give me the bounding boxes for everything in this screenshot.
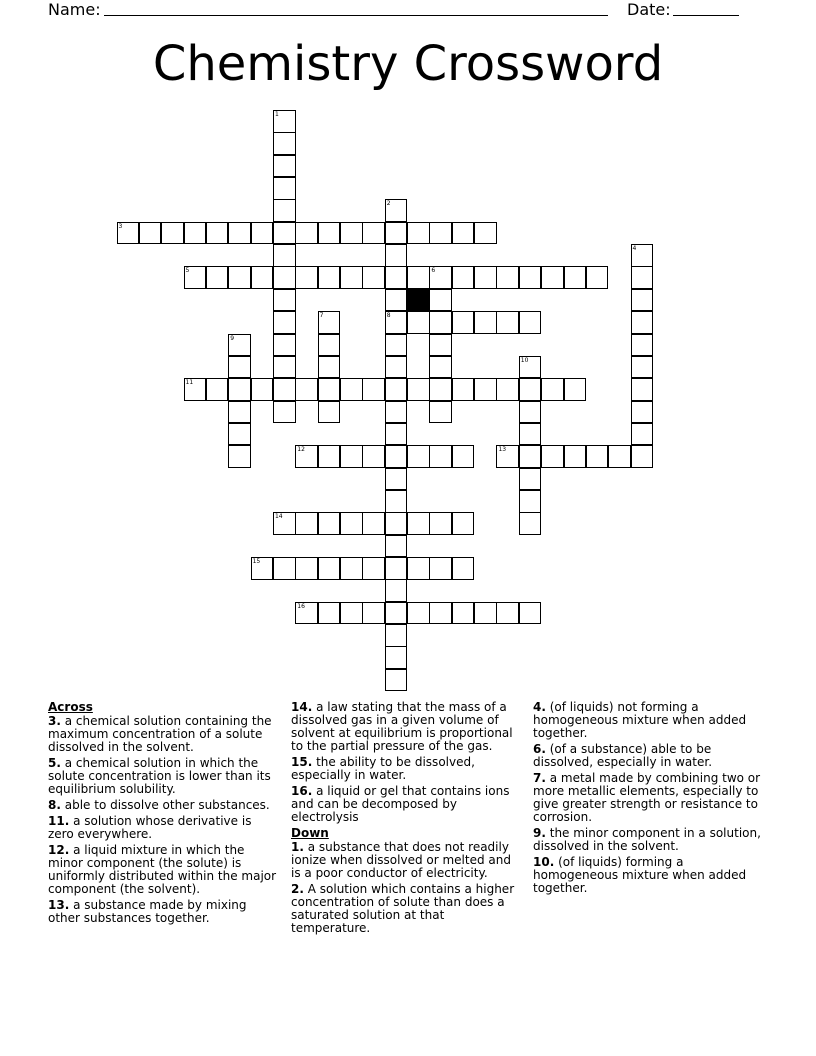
grid-cell[interactable]	[631, 378, 654, 401]
grid-cell[interactable]	[228, 445, 251, 468]
grid-cell[interactable]	[273, 266, 296, 289]
grid-cell[interactable]	[318, 356, 341, 379]
grid-cell[interactable]	[228, 266, 251, 289]
clue-number: 13	[498, 446, 507, 454]
grid-cell[interactable]	[273, 289, 296, 312]
grid-cell[interactable]	[273, 378, 296, 401]
clue-item-text: A solution which contains a higher concentration of solute than does a saturated solution at that temperature.	[291, 882, 515, 935]
grid-cell[interactable]	[429, 311, 452, 334]
grid-cell[interactable]	[295, 445, 318, 468]
grid-cell[interactable]	[251, 266, 274, 289]
grid-cell[interactable]	[519, 423, 542, 446]
grid-cell[interactable]	[318, 602, 341, 625]
name-label: Name:	[48, 0, 101, 19]
clue-item	[48, 899, 280, 925]
clue-item-text: a liquid mixture in which the minor component (the solute) is uniformly distributed within the major component (the solvent).	[48, 843, 277, 896]
grid-cell[interactable]	[295, 602, 318, 625]
clue-item-text: a liquid or gel that contains ions and can be decomposed by electrolysis	[291, 784, 510, 824]
grid-cell[interactable]	[318, 378, 341, 401]
grid-cell[interactable]	[295, 378, 318, 401]
grid-cell[interactable]	[273, 557, 296, 580]
clue-item	[48, 715, 280, 754]
grid-cell[interactable]	[273, 110, 296, 133]
clue-heading: Across	[48, 700, 93, 714]
grid-cell[interactable]	[452, 378, 475, 401]
grid-cell[interactable]	[385, 646, 408, 669]
grid-cell[interactable]	[184, 378, 207, 401]
grid-cell[interactable]	[429, 378, 452, 401]
grid-cell[interactable]	[340, 222, 363, 245]
clue-item-number: 14.	[291, 700, 313, 714]
grid-cell[interactable]	[564, 445, 587, 468]
grid-cell[interactable]	[474, 378, 497, 401]
grid-cell[interactable]	[631, 445, 654, 468]
clue-item	[533, 701, 769, 740]
clue-item-number: 5.	[48, 756, 61, 770]
clue-item	[48, 757, 280, 796]
grid-cell[interactable]	[496, 311, 519, 334]
grid-cell[interactable]	[385, 468, 408, 491]
grid-cell[interactable]	[251, 222, 274, 245]
grid-cell[interactable]	[519, 401, 542, 424]
grid-cell[interactable]	[228, 222, 251, 245]
grid-cell[interactable]	[273, 334, 296, 357]
grid-cell[interactable]	[474, 602, 497, 625]
grid-cell[interactable]	[407, 266, 430, 289]
grid-cell[interactable]	[385, 266, 408, 289]
date-label: Date:	[627, 0, 671, 19]
grid-cell[interactable]	[340, 557, 363, 580]
grid-cell[interactable]	[273, 155, 296, 178]
grid-cell[interactable]	[452, 512, 475, 535]
clue-number: 5	[185, 267, 190, 275]
grid-cell[interactable]	[340, 378, 363, 401]
grid-cell[interactable]	[519, 311, 542, 334]
grid-cell[interactable]	[228, 423, 251, 446]
clue-number: 15	[252, 558, 261, 565]
clue-item	[291, 785, 523, 824]
grid-cell[interactable]	[362, 266, 385, 289]
grid-cell[interactable]	[452, 602, 475, 625]
grid-cell[interactable]	[295, 266, 318, 289]
clue-item	[48, 844, 280, 896]
page-title: Chemistry Crossword	[152, 36, 664, 92]
clue-item	[48, 815, 280, 841]
grid-cell[interactable]	[429, 356, 452, 379]
clue-item	[533, 827, 769, 853]
grid-cell[interactable]	[608, 445, 631, 468]
clue-item-text: a substance made by mixing other substances together.	[48, 898, 247, 925]
grid-cell[interactable]	[318, 445, 341, 468]
clue-item-number: 3.	[48, 714, 61, 728]
grid-cell[interactable]	[206, 266, 229, 289]
grid-cell[interactable]	[407, 311, 430, 334]
grid-cell[interactable]	[452, 311, 475, 334]
grid-cell[interactable]	[452, 557, 475, 580]
grid-cell[interactable]	[273, 356, 296, 379]
grid-cell[interactable]	[519, 445, 542, 468]
grid-cell[interactable]	[318, 401, 341, 424]
grid-cell[interactable]	[273, 311, 296, 334]
grid-cell[interactable]	[251, 378, 274, 401]
grid-cell[interactable]	[385, 535, 408, 558]
grid-cell[interactable]	[362, 557, 385, 580]
grid-cell[interactable]	[631, 334, 654, 357]
clues-column-2	[291, 701, 523, 938]
grid-cell[interactable]	[318, 512, 341, 535]
clue-item-text: able to dissolve other substances.	[60, 798, 270, 812]
grid-cell[interactable]	[519, 512, 542, 535]
grid-cell[interactable]	[496, 445, 519, 468]
grid-cell[interactable]	[385, 602, 408, 625]
grid-cell[interactable]	[519, 378, 542, 401]
clue-heading: Down	[291, 826, 329, 840]
grid-cell[interactable]	[474, 311, 497, 334]
grid-cell[interactable]	[295, 222, 318, 245]
clue-number: 16	[297, 602, 305, 610]
clue-item-number: 13.	[48, 898, 70, 912]
grid-cell[interactable]	[631, 311, 654, 334]
grid-cell[interactable]	[385, 445, 408, 468]
clue-item-text: the minor component in a solution, dissolved in the solvent.	[533, 826, 761, 853]
clue-item-number: 7.	[533, 771, 546, 785]
clues-column-3	[533, 701, 769, 898]
grid-cell[interactable]	[385, 289, 408, 312]
grid-cell[interactable]	[139, 222, 162, 245]
grid-cell[interactable]	[541, 378, 564, 401]
grid-cell[interactable]	[206, 378, 229, 401]
grid-cell[interactable]	[631, 356, 654, 379]
clue-item-number: 6.	[533, 742, 546, 756]
grid-cell[interactable]	[519, 468, 542, 491]
grid-cell[interactable]	[161, 222, 184, 245]
clue-number: 8	[386, 312, 391, 320]
clue-item	[291, 841, 523, 880]
grid-cell[interactable]	[429, 266, 452, 289]
clue-item-text: (of liquids) forming a homogeneous mixture when added together.	[533, 855, 747, 895]
grid-cell[interactable]	[362, 512, 385, 535]
grid-cell[interactable]	[340, 266, 363, 289]
grid-cell[interactable]	[429, 557, 452, 580]
grid-cell[interactable]	[429, 401, 452, 424]
grid-cell[interactable]	[318, 334, 341, 357]
clue-number: 11	[185, 379, 194, 387]
grid-cell[interactable]	[385, 490, 408, 513]
grid-cell[interactable]	[340, 602, 363, 625]
grid-cell[interactable]	[519, 356, 542, 379]
grid-cell[interactable]	[452, 445, 475, 468]
clue-item-number: 4.	[533, 700, 546, 714]
clue-number: 10	[520, 356, 529, 364]
grid-cell[interactable]	[586, 445, 609, 468]
grid-cell[interactable]	[318, 557, 341, 580]
clue-item-number: 9.	[533, 826, 546, 840]
grid-cell[interactable]	[519, 602, 542, 625]
grid-cell[interactable]	[206, 222, 229, 245]
grid-cell[interactable]	[295, 512, 318, 535]
clue-item-number: 2.	[291, 882, 304, 896]
grid-cell[interactable]	[631, 401, 654, 424]
grid-cell[interactable]	[273, 199, 296, 222]
clue-number: 1	[274, 111, 279, 118]
grid-cell[interactable]	[251, 557, 274, 580]
grid-cell[interactable]	[340, 512, 363, 535]
grid-cell[interactable]	[474, 266, 497, 289]
clue-number: 14	[274, 513, 283, 521]
grid-cell[interactable]	[385, 199, 408, 222]
grid-cell[interactable]	[385, 624, 408, 647]
grid-cell[interactable]	[318, 266, 341, 289]
grid-cell[interactable]	[496, 378, 519, 401]
clue-item-text: a substance that does not readily ionize when dissolved or melted and is a poor conductor of electricity.	[291, 840, 511, 880]
grid-cell[interactable]	[452, 222, 475, 245]
grid-cell[interactable]	[429, 445, 452, 468]
clue-number: 7	[319, 312, 324, 320]
grid-cell[interactable]	[385, 423, 408, 446]
grid-cell[interactable]	[362, 222, 385, 245]
clue-number: 6	[431, 267, 436, 275]
grid-cell[interactable]	[184, 222, 207, 245]
grid-cell[interactable]	[273, 401, 296, 424]
clue-number: 12	[297, 446, 305, 454]
grid-cell[interactable]	[407, 378, 430, 401]
grid-cell[interactable]	[496, 602, 519, 625]
grid-cell[interactable]	[385, 334, 408, 357]
grid-cell[interactable]	[429, 222, 452, 245]
grid-cell[interactable]	[631, 244, 654, 267]
grid-cell[interactable]	[631, 266, 654, 289]
clue-item-number: 15.	[291, 755, 313, 769]
clue-item-text: (of liquids) not forming a homogeneous mixture when added together.	[533, 700, 747, 740]
clue-item-number: 8.	[48, 798, 61, 812]
clue-item-text: a law stating that the mass of a dissolved gas in a given volume of solvent at equilibrium is proportional to the partial pressure of the gas.	[291, 700, 513, 753]
grid-cell[interactable]	[228, 356, 251, 379]
clue-item-text: a solution whose derivative is zero everywhere.	[48, 814, 252, 841]
grid-cell[interactable]	[385, 579, 408, 602]
grid-cell[interactable]	[228, 401, 251, 424]
clue-item-text: a chemical solution in which the solute concentration is lower than its equilibrium solubility.	[48, 756, 271, 796]
grid-cell[interactable]	[452, 266, 475, 289]
clue-item	[291, 756, 523, 782]
clue-item	[291, 701, 523, 753]
clue-number: 9	[230, 334, 235, 342]
grid-cell[interactable]	[429, 602, 452, 625]
grid-cell[interactable]	[385, 512, 408, 535]
clue-item-text: (of a substance) able to be dissolved, especially in water.	[533, 742, 713, 769]
clue-item-text: a metal made by combining two or more metallic elements, especially to give greater strength or resistance to corrosion.	[533, 771, 761, 824]
grid-cell[interactable]	[228, 334, 251, 357]
clues-column-1	[48, 701, 280, 928]
clue-item	[533, 856, 769, 895]
grid-cell[interactable]	[184, 266, 207, 289]
clue-item	[48, 799, 280, 812]
grid-cell[interactable]	[407, 602, 430, 625]
clue-number: 4	[632, 245, 637, 253]
grid-cell[interactable]	[273, 512, 296, 535]
grid-cell[interactable]	[519, 266, 542, 289]
grid-cell[interactable]	[474, 222, 497, 245]
grid-cell[interactable]	[385, 222, 408, 245]
grid-cell[interactable]	[631, 289, 654, 312]
clue-item-number: 12.	[48, 843, 70, 857]
grid-cell[interactable]	[519, 490, 542, 513]
grid-cell[interactable]	[362, 378, 385, 401]
grid-cell[interactable]	[429, 289, 452, 312]
grid-cell[interactable]	[385, 401, 408, 424]
grid-cell[interactable]	[117, 222, 140, 245]
grid-cell[interactable]	[385, 378, 408, 401]
clue-item-number: 1.	[291, 840, 304, 854]
grid-cell[interactable]	[429, 512, 452, 535]
grid-cell[interactable]	[385, 311, 408, 334]
grid-cell[interactable]	[407, 557, 430, 580]
grid-cell[interactable]	[385, 244, 408, 267]
clue-item-number: 16.	[291, 784, 313, 798]
grid-cell[interactable]	[407, 512, 430, 535]
grid-cell[interactable]	[318, 311, 341, 334]
clue-item	[291, 883, 523, 935]
clue-item	[533, 743, 769, 769]
black-cell	[407, 289, 430, 312]
grid-cell[interactable]	[273, 244, 296, 267]
grid-cell[interactable]	[429, 334, 452, 357]
grid-cell[interactable]	[407, 445, 430, 468]
clue-number: 2	[386, 200, 391, 208]
grid-cell[interactable]	[407, 222, 430, 245]
clue-number: 3	[118, 222, 123, 230]
grid-cell[interactable]	[586, 266, 609, 289]
grid-cell[interactable]	[385, 669, 408, 692]
grid-cell[interactable]	[631, 423, 654, 446]
clue-item-number: 10.	[533, 855, 555, 869]
grid-cell[interactable]	[496, 266, 519, 289]
grid-cell[interactable]	[564, 266, 587, 289]
clue-item-text: the ability to be dissolved, especially in water.	[291, 755, 475, 782]
clue-item	[533, 772, 769, 824]
grid-cell[interactable]	[362, 445, 385, 468]
grid-cell[interactable]	[273, 222, 296, 245]
grid-cell[interactable]	[318, 222, 341, 245]
grid-cell[interactable]	[541, 445, 564, 468]
grid-cell[interactable]	[340, 445, 363, 468]
grid-cell[interactable]	[362, 602, 385, 625]
grid-cell[interactable]	[385, 356, 408, 379]
clue-item-text: a chemical solution containing the maximum concentration of a solute dissolved in the solvent.	[48, 714, 272, 754]
grid-cell[interactable]	[564, 378, 587, 401]
grid-cell[interactable]	[385, 557, 408, 580]
grid-cell[interactable]	[228, 378, 251, 401]
grid-cell[interactable]	[273, 177, 296, 200]
grid-cell[interactable]	[295, 557, 318, 580]
grid-cell[interactable]	[273, 132, 296, 155]
grid-cell[interactable]	[541, 266, 564, 289]
clue-item-number: 11.	[48, 814, 70, 828]
